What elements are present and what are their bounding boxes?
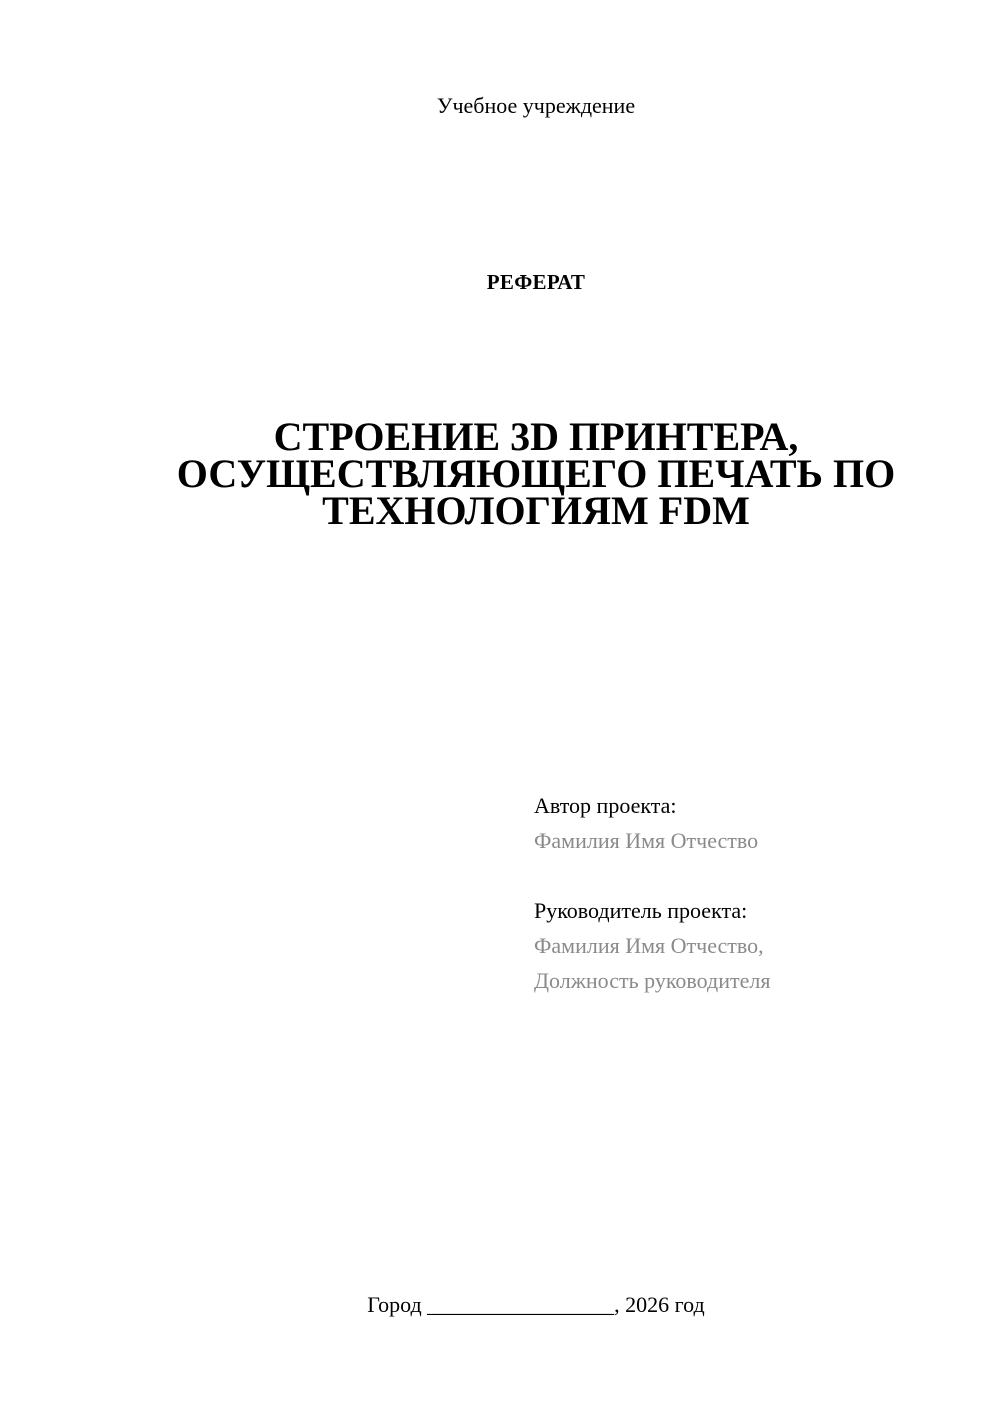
- title-line: СТРОЕНИЕ 3D ПРИНТЕРА,: [273, 414, 799, 459]
- institution-name: Учебное учреждение: [436, 93, 636, 118]
- author-label: Автор проекта:: [534, 793, 677, 818]
- supervisor-label: Руководитель проекта:: [534, 898, 748, 923]
- supervisor-name: Фамилия Имя Отчество,: [534, 933, 764, 958]
- supervisor-position: Должность руководителя: [534, 968, 771, 993]
- document-title: [0, 414, 1000, 533]
- document-type: РЕФЕРАТ: [486, 270, 586, 294]
- title-line: ТЕХНОЛОГИЯМ FDM: [322, 488, 750, 533]
- spacer: [534, 858, 974, 893]
- author-name: Фамилия Имя Отчество: [534, 828, 759, 853]
- city-year-footer: Город _________________, 2026 год: [367, 1292, 705, 1317]
- title-line: ОСУЩЕСТВЛЯЮЩЕГО ПЕЧАТЬ ПО: [176, 451, 896, 496]
- authorship-block: [534, 788, 974, 998]
